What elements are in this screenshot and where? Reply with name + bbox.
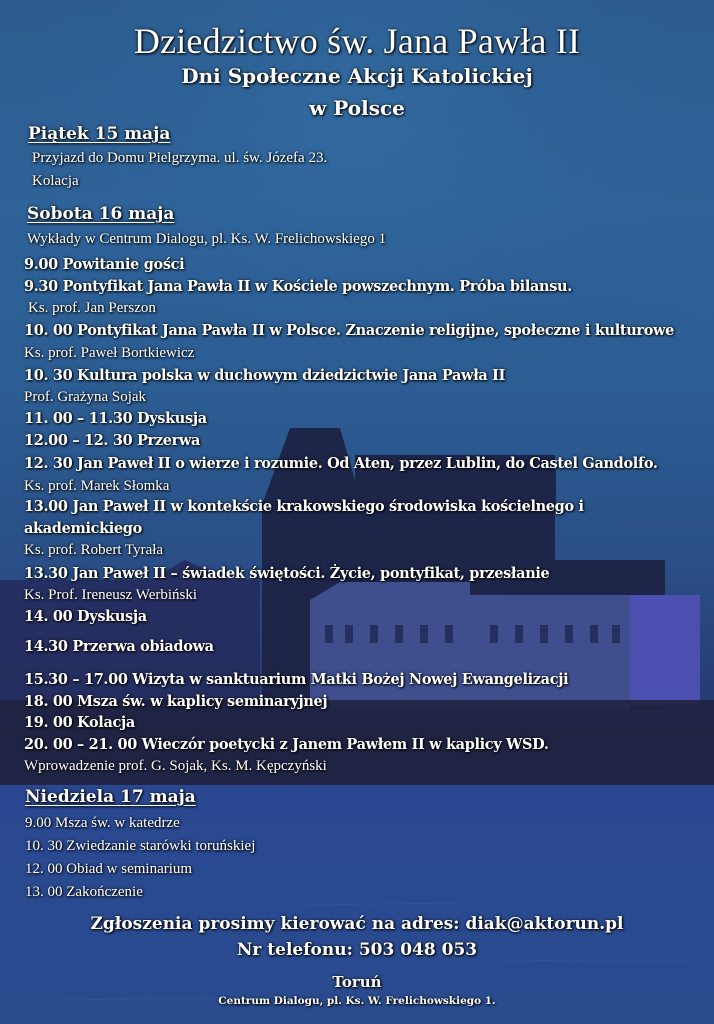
speaker-name: Ks. prof. Robert Tyrała [24, 542, 164, 558]
program-item: 13.00 Jan Paweł II w kontekście krakowskiego środowiska kościelnego i [24, 498, 584, 515]
friday-item: Przyjazd do Domu Pielgrzyma. ul. św. Józefa 23. [32, 150, 328, 166]
program-item: 13.30 Jan Paweł II – świadek świętości. Życie, pontyfikat, przesłanie [24, 565, 550, 582]
poster-title: Dziedzictwo św. Jana Pawła II [133, 21, 581, 61]
program-item: 12. 30 Jan Paweł II o wierze i rozumie. Od Aten, przez Lublin, do Castel Gandolfo. [24, 455, 658, 472]
program-item: 19. 00 Kolacja [24, 714, 135, 731]
saturday-venue: Wykłady w Centrum Dialogu, pl. Ks. W. Frelichowskiego 1 [27, 231, 387, 247]
speaker-name: Ks. Prof. Ireneusz Werbiński [24, 587, 198, 603]
phone-number: Nr telefonu: 503 048 053 [236, 940, 478, 960]
speaker-name: Ks. prof. Jan Perszon [28, 300, 156, 316]
city-name: Toruń [332, 973, 382, 991]
speaker-name: Ks. prof. Marek Słomka [24, 478, 170, 494]
program-item: 14.30 Przerwa obiadowa [24, 638, 214, 655]
sunday-item: 12. 00 Obiad w seminarium [25, 861, 193, 877]
program-item: 9.00 Powitanie gości [24, 256, 185, 273]
program-item: 10. 00 Pontyfikat Jana Pawła II w Polsce. Znaczenie religijne, społeczne i kulturowe [24, 322, 675, 339]
program-item: akademickiego [24, 520, 142, 537]
day-heading-friday: Piątek 15 maja [28, 124, 171, 144]
program-item: 9.30 Pontyfikat Jana Pawła II w Kościele powszechnym. Próba bilansu. [24, 278, 572, 295]
program-item: 20. 00 – 21. 00 Wieczór poetycki z Janem Pawłem II w kaplicy WSD. [24, 736, 549, 753]
program-item: 11. 00 – 11.30 Dyskusja [24, 410, 207, 427]
speaker-name: Prof. Grażyna Sojak [24, 389, 147, 405]
poster-subtitle: Dni Społeczne Akcji Katolickiej [181, 64, 533, 88]
program-item: 18. 00 Msza św. w kaplicy seminaryjnej [24, 693, 328, 710]
program-item: 14. 00 Dyskusja [24, 608, 147, 625]
friday-item: Kolacja [32, 173, 79, 189]
venue-address: Centrum Dialogu, pl. Ks. W. Frelichowskiego 1. [218, 995, 496, 1007]
program-item: 15.30 – 17.00 Wizyta w sanktuarium Matki Bożej Nowej Ewangelizacji [24, 671, 569, 688]
day-heading-sunday: Niedziela 17 maja [25, 787, 196, 807]
sunday-item: 10. 30 Zwiedzanie starówki toruńskiej [25, 838, 256, 854]
program-item: 12.00 – 12. 30 Przerwa [24, 432, 201, 449]
sunday-item: 9.00 Msza św. w katedrze [25, 815, 180, 831]
poster-subtitle-country: w Polsce [309, 96, 405, 120]
day-heading-saturday: Sobota 16 maja [27, 204, 175, 224]
speaker-name: Wprowadzenie prof. G. Sojak, Ks. M. Kępczyński [24, 758, 327, 774]
speaker-name: Ks. prof. Paweł Bortkiewicz [24, 345, 195, 361]
program-item: 10. 30 Kultura polska w duchowym dziedzictwie Jana Pawła II [24, 367, 506, 384]
sunday-item: 13. 00 Zakończenie [25, 884, 143, 900]
registration-email: Zgłoszenia prosimy kierować na adres: diak@aktorun.pl [90, 914, 624, 934]
